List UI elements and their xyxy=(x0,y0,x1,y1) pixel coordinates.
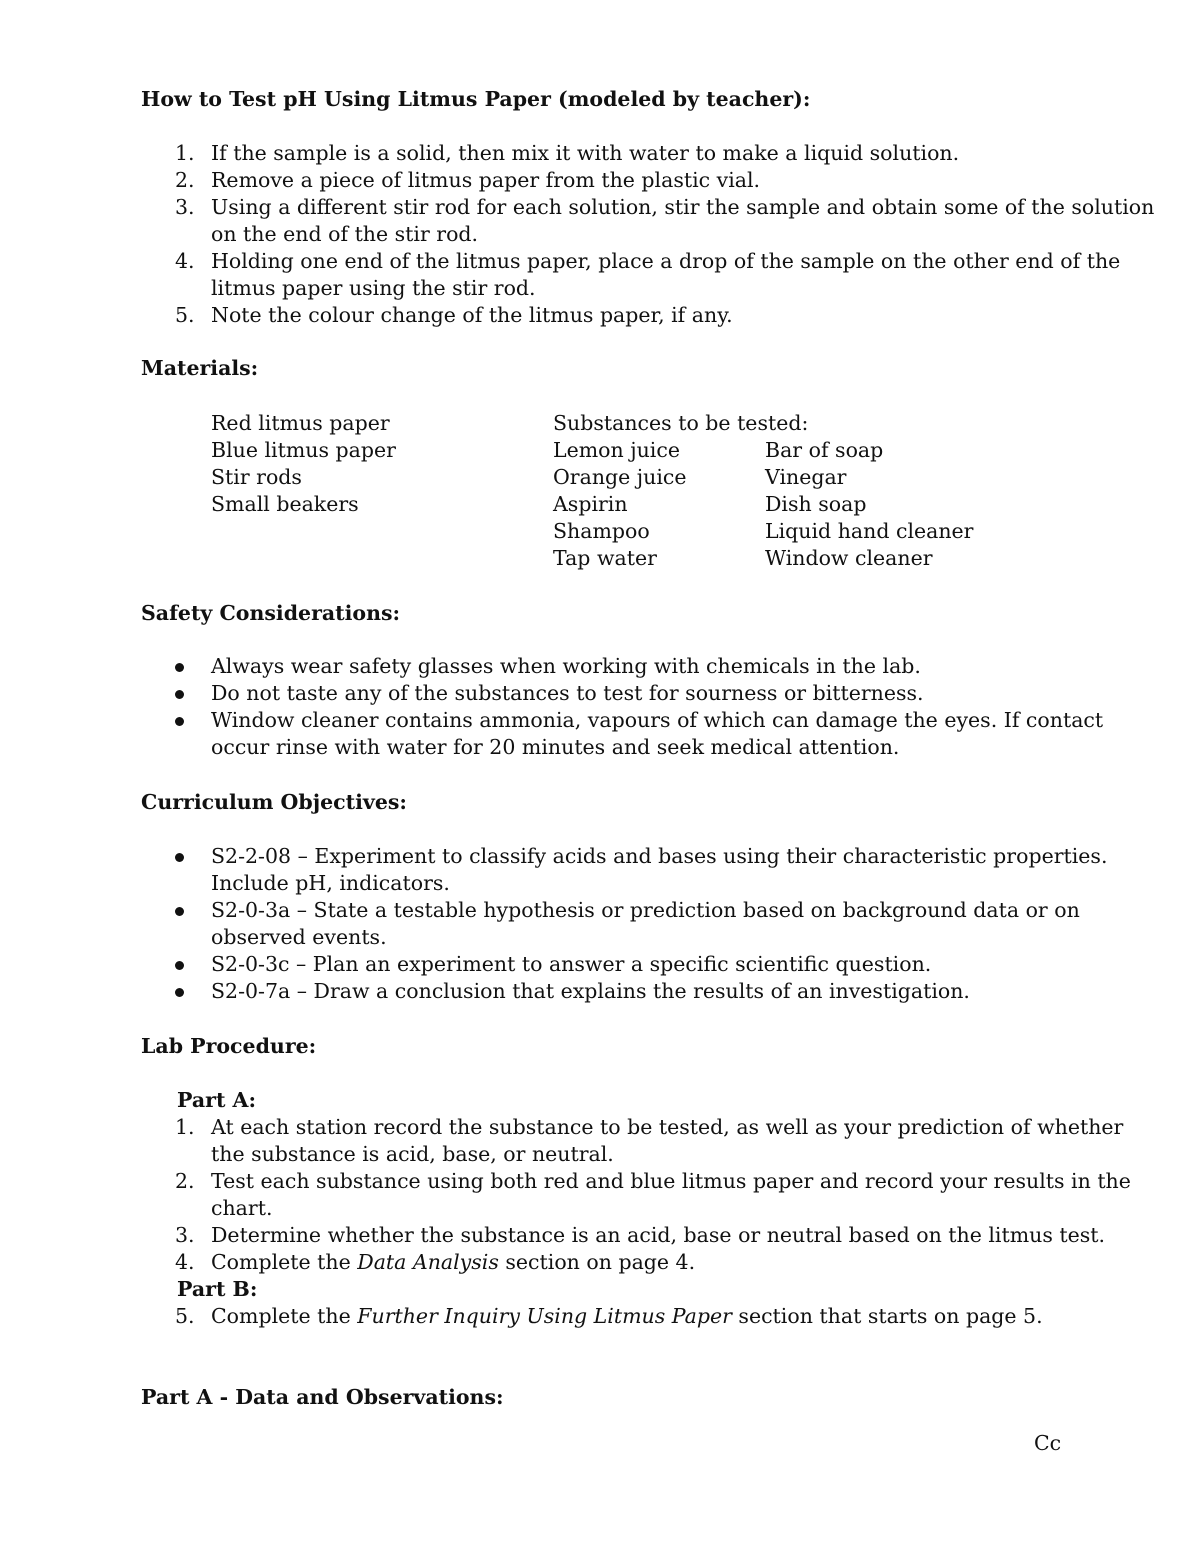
safety-heading: Safety Considerations: xyxy=(141,601,401,625)
substance-item: Shampoo xyxy=(553,519,650,543)
further-inquiry-reference: Further Inquiry Using Litmus Paper xyxy=(357,1304,732,1328)
substance-item: Orange juice xyxy=(553,465,687,489)
substance-item: Liquid hand cleaner xyxy=(765,519,974,543)
step-4-text-start: Complete the xyxy=(211,1250,358,1274)
bullet-icon xyxy=(175,717,184,726)
data-analysis-reference: Data Analysis xyxy=(357,1250,499,1274)
objective-item-text: S2-2-08 – Experiment to classify acids and bases using their characteristic properties. xyxy=(211,844,1108,868)
step-4-text-end: section on page 4. xyxy=(498,1250,696,1274)
procedure-step-number: 3. xyxy=(175,1223,195,1247)
safety-item-text: Always wear safety glasses when working with chemicals in the lab. xyxy=(211,654,921,678)
substance-item: Lemon juice xyxy=(553,438,680,462)
part-a-label: Part A: xyxy=(177,1088,257,1112)
howto-step-number: 1. xyxy=(175,141,195,165)
howto-step-text: If the sample is a solid, then mix it with water to make a liquid solution. xyxy=(211,141,960,165)
substance-item: Dish soap xyxy=(765,492,867,516)
procedure-step-5 xyxy=(211,1303,1043,1330)
bullet-icon xyxy=(175,961,184,970)
howto-step-number: 3. xyxy=(175,195,195,219)
step-5-text-end: section that starts on page 5. xyxy=(731,1304,1043,1328)
objective-item-text: S2-0-7a – Draw a conclusion that explains the results of an investigation. xyxy=(211,979,970,1003)
substance-item: Vinegar xyxy=(765,465,847,489)
procedure-step-text: the substance is acid, base, or neutral. xyxy=(211,1142,614,1166)
bullet-icon xyxy=(175,663,184,672)
howto-step-text: Holding one end of the litmus paper, place a drop of the sample on the other end of the xyxy=(211,249,1121,273)
substances-title: Substances to be tested: xyxy=(553,411,809,435)
safety-item-text: Do not taste any of the substances to test for sourness or bitterness. xyxy=(211,681,924,705)
procedure-heading: Lab Procedure: xyxy=(141,1034,317,1058)
bullet-icon xyxy=(175,690,184,699)
objective-item-text: observed events. xyxy=(211,925,387,949)
howto-step-text: Remove a piece of litmus paper from the plastic vial. xyxy=(211,168,761,192)
objective-item-text: S2-0-3c – Plan an experiment to answer a specific scientific question. xyxy=(211,952,932,976)
material-item: Red litmus paper xyxy=(211,411,390,435)
data-observations-heading: Part A - Data and Observations: xyxy=(141,1385,504,1409)
howto-step-text: on the end of the stir rod. xyxy=(211,222,479,246)
howto-step-number: 4. xyxy=(175,249,195,273)
substance-item: Aspirin xyxy=(553,492,628,516)
howto-step-number: 2. xyxy=(175,168,195,192)
procedure-step-4-number: 4. xyxy=(175,1250,195,1274)
bullet-icon xyxy=(175,988,184,997)
procedure-step-text: Determine whether the substance is an acid, base or neutral based on the litmus test. xyxy=(211,1223,1106,1247)
objectives-heading: Curriculum Objectives: xyxy=(141,790,407,814)
procedure-step-text: At each station record the substance to be tested, as well as your prediction of whether xyxy=(211,1115,1124,1139)
procedure-step-text: Test each substance using both red and blue litmus paper and record your results in the xyxy=(211,1169,1131,1193)
material-item: Blue litmus paper xyxy=(211,438,396,462)
substance-item: Tap water xyxy=(553,546,657,570)
procedure-step-number: 2. xyxy=(175,1169,195,1193)
howto-step-text: Using a different stir rod for each solution, stir the sample and obtain some of the solution xyxy=(211,195,1155,219)
safety-item-text: occur rinse with water for 20 minutes and seek medical attention. xyxy=(211,735,900,759)
substance-item: Bar of soap xyxy=(765,438,884,462)
howto-step-text: Note the colour change of the litmus paper, if any. xyxy=(211,303,733,327)
material-item: Stir rods xyxy=(211,465,302,489)
objective-item-text: S2-0-3a – State a testable hypothesis or prediction based on background data or on xyxy=(211,898,1080,922)
howto-step-text: litmus paper using the stir rod. xyxy=(211,276,536,300)
step-5-text-start: Complete the xyxy=(211,1304,358,1328)
procedure-step-number: 1. xyxy=(175,1115,195,1139)
bullet-icon xyxy=(175,907,184,916)
part-b-label: Part B: xyxy=(177,1277,258,1301)
footer-mark: Cc xyxy=(1034,1431,1062,1455)
howto-heading: How to Test pH Using Litmus Paper (modeled by teacher): xyxy=(141,87,811,111)
howto-step-number: 5. xyxy=(175,303,195,327)
bullet-icon xyxy=(175,853,184,862)
procedure-step-4 xyxy=(211,1249,695,1276)
materials-heading: Materials: xyxy=(141,356,259,380)
safety-item-text: Window cleaner contains ammonia, vapours of which can damage the eyes. If contact xyxy=(211,708,1104,732)
procedure-step-text: chart. xyxy=(211,1196,273,1220)
objective-item-text: Include pH, indicators. xyxy=(211,871,450,895)
material-item: Small beakers xyxy=(211,492,359,516)
procedure-step-5-number: 5. xyxy=(175,1304,195,1328)
substance-item: Window cleaner xyxy=(765,546,933,570)
